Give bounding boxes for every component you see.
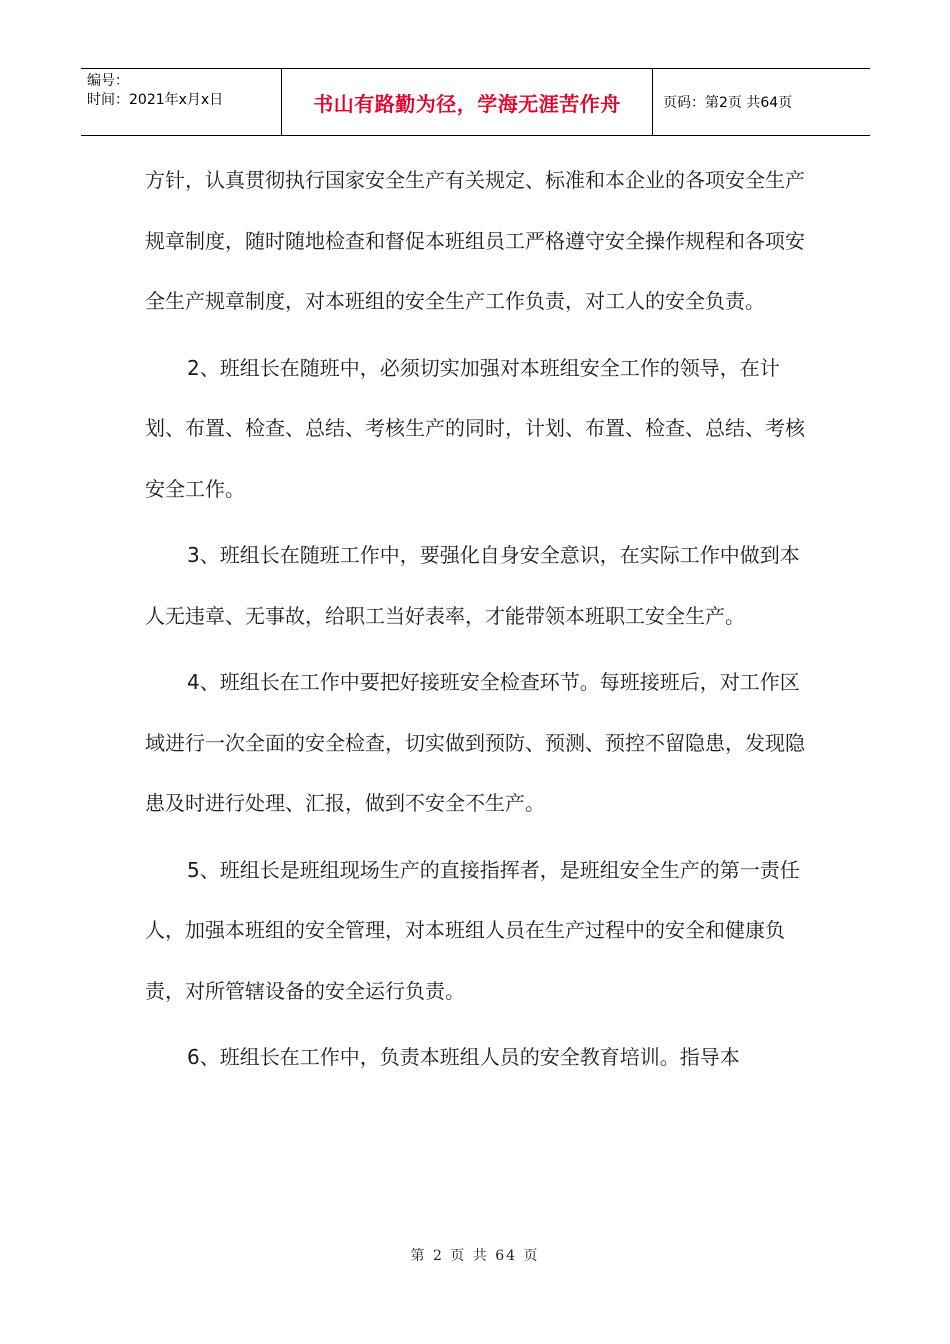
paragraph-item-6: 6、班组长在工作中，负责本班组人员的安全教育培训。指导本 [187, 1045, 740, 1069]
paragraph-item-5: 5、班组长是班组现场生产的直接指挥者，是班组安全生产的第一责任人，加强本班组的安全管理，对本班组人员在生产过程中的安全和健康负责，对所管辖设备的安全运行负责。 [145, 857, 800, 1003]
paragraph-item-3: 3、班组长在随班工作中，要强化自身安全意识，在实际工作中做到本人无违章、无事故，给职工当好表率，才能带领本班职工安全生产。 [145, 543, 800, 628]
paragraph-item-2: 2、班组长在随班中，必须切实加强对本班组安全工作的领导，在计划、布置、检查、总结、考核生产的同时，计划、布置、检查、总结、考核安全工作。 [145, 355, 805, 501]
page-header [81, 68, 870, 136]
document-body [145, 150, 810, 1088]
header-motto: 书山有路勤为径，学海无涯苦作舟 [282, 69, 653, 135]
document-time-label: 时间：2021年x月x日 [87, 92, 224, 108]
header-meta [81, 69, 282, 135]
header-page-info: 页码：第2页 共64页 [663, 95, 793, 111]
paragraph-item-4: 4、班组长在工作中要把好接班安全检查环节。每班接班后，对工作区域进行一次全面的安全检查，切实做到预防、预测、预控不留隐患，发现隐患及时进行处理、汇报，做到不安全不生产。 [145, 670, 805, 815]
document-number-label: 编号： [87, 73, 129, 89]
paragraph-continuation: 方针，认真贯彻执行国家安全生产有关规定、标准和本企业的各项安全生产规章制度，随时随地检查和督促本班组员工严格遵守安全操作规程和各项安全生产规章制度，对本班组的安全生产工作负责，对工人的安全负责。 [145, 168, 805, 313]
page-footer: 第 2 页 共 64 页 [410, 1248, 540, 1264]
